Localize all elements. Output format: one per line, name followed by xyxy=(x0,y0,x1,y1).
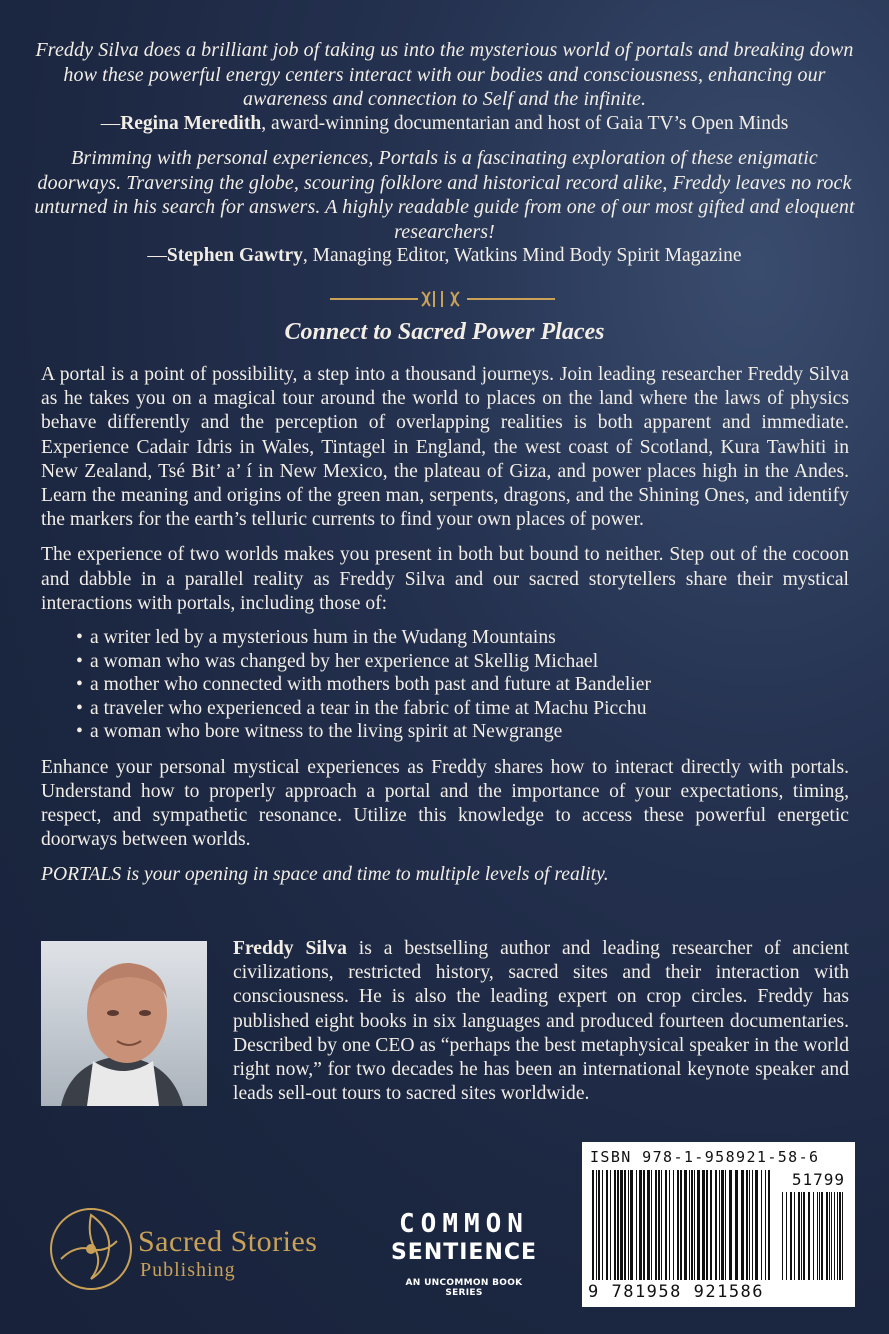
barcode-bar xyxy=(647,1170,650,1280)
barcode-bar xyxy=(749,1170,750,1280)
em-dash: — xyxy=(147,245,167,266)
barcode-bar xyxy=(702,1170,705,1280)
list-item-text: a writer led by a mysterious hum in the Wudang Mountains xyxy=(90,627,556,649)
barcode-bar xyxy=(837,1192,838,1280)
quote-author: Regina Meredith xyxy=(120,112,262,134)
author-bio-text: is a bestselling author and leading researcher of ancient civilizations, restricted history, sacred sites and their interaction with consciousness. He is also the leading expert on crop circles. Freddy has published eight books in six languages and produced fourteen documentaries. Described by one CEO as “perhaps the best metaphysical speaker in the world right now,” for two decades he has been an international keynote speaker and leads sell-out tours to sacred sites worldwide. xyxy=(233,938,849,1105)
barcode-bar xyxy=(643,1170,645,1280)
publisher-name: Sacred Stories xyxy=(138,1225,318,1258)
quote-text: Freddy Silva does a brilliant job of taking us into the mysterious world of portals and breaking down how these powerful energy centers interact with our bodies and consciousness, enhancing our awareness and connection to Self and the infinite. xyxy=(35,39,854,110)
barcode-bar xyxy=(813,1192,814,1280)
description xyxy=(41,363,849,888)
ornament-divider xyxy=(330,287,555,311)
barcode-bar xyxy=(721,1170,724,1280)
list-item-text: a traveler who experienced a tear in the fabric of time at Machu Picchu xyxy=(90,697,647,719)
barcode-bar xyxy=(768,1170,770,1280)
description-paragraph: Enhance your personal mystical experiences as Freddy shares how to interact directly with portals. Understand how to properly approach a portal and the importance of your expectations, timing, respect, and sympathetic resonance. Utilize this knowledge to access these powerful energetic doorways between worlds. xyxy=(41,756,849,851)
author-photo xyxy=(41,941,207,1106)
barcode-bar xyxy=(834,1192,835,1280)
em-dash: — xyxy=(100,112,121,134)
quote-author-role: , award-winning documentarian and host of Gaia TV’s Open Minds xyxy=(261,112,789,134)
barcode-bar xyxy=(691,1170,693,1280)
barcode-bar xyxy=(684,1170,687,1280)
barcode-bar xyxy=(628,1170,629,1280)
isbn-barcode xyxy=(582,1142,855,1307)
barcode-bar xyxy=(680,1170,682,1280)
barcode-bar xyxy=(639,1170,642,1280)
barcode-bar xyxy=(677,1170,679,1280)
quote-author: Stephen Gawtry xyxy=(166,245,303,266)
barcode-bar xyxy=(689,1170,690,1280)
barcode-number: 9 781958 921586 xyxy=(588,1282,765,1302)
barcode-bar xyxy=(821,1192,823,1280)
list-item xyxy=(76,697,849,721)
list-item xyxy=(76,673,849,697)
author-name: Freddy Silva xyxy=(233,938,347,959)
barcode-bar xyxy=(655,1170,657,1280)
barcode-bar xyxy=(658,1170,660,1280)
list-item-text: a woman who was changed by her experience at Skellig Michael xyxy=(90,650,599,672)
barcode-bar xyxy=(817,1192,818,1280)
barcode-bar xyxy=(697,1170,700,1280)
list-item xyxy=(76,720,849,744)
barcode-bar xyxy=(617,1170,619,1280)
barcode-bar xyxy=(735,1170,738,1280)
barcode-bar xyxy=(592,1170,594,1280)
barcode-bar xyxy=(661,1170,662,1280)
series-logo xyxy=(388,1210,540,1298)
bullet-icon: • xyxy=(76,627,83,649)
barcode-bar xyxy=(715,1170,717,1280)
barcode-bar xyxy=(801,1192,802,1280)
publisher-emblem-icon xyxy=(45,1203,137,1295)
barcode-bar xyxy=(765,1170,766,1280)
endorsements xyxy=(30,38,859,269)
barcode-bar xyxy=(606,1170,608,1280)
list-item-text: a mother who connected with mothers both past and future at Bandelier xyxy=(90,674,651,696)
barcode-bar xyxy=(673,1170,674,1280)
price-code: 51799 xyxy=(791,1170,845,1189)
barcode-bar xyxy=(602,1170,603,1280)
barcode-bar xyxy=(803,1192,805,1280)
barcode-bar xyxy=(746,1170,748,1280)
quote-text: Brimming with personal experiences, Portals is a fascinating exploration of these enigmatic doorways. Traversing the globe, scouring folklore and historical record alike, Freddy leaves no rock unturned in his search for answers. A highly readable guide from one of our most gifted and eloquent researchers! xyxy=(34,147,855,243)
quote-author-role: , Managing Editor, Watkins Mind Body Spirit Magazine xyxy=(302,245,742,266)
bullet-icon: • xyxy=(76,697,83,719)
barcode-bar xyxy=(630,1170,633,1280)
publisher-subtitle: Publishing xyxy=(140,1259,236,1281)
barcode-bar xyxy=(782,1192,783,1280)
series-subtitle: AN UNCOMMON BOOK SERIES xyxy=(405,1278,523,1298)
barcode-bar xyxy=(826,1192,828,1280)
section-heading: Connect to Sacred Power Places xyxy=(284,319,605,345)
quote-attribution xyxy=(30,244,859,269)
barcode-bar xyxy=(719,1170,720,1280)
bullet-icon: • xyxy=(76,650,83,672)
author-bio xyxy=(233,937,849,1106)
barcode-bar xyxy=(620,1170,623,1280)
barcode-bar xyxy=(636,1170,637,1280)
barcode-bar xyxy=(786,1192,787,1280)
list-item xyxy=(76,650,849,674)
barcode-bar xyxy=(829,1192,830,1280)
barcode-bar xyxy=(614,1170,616,1280)
story-list xyxy=(76,626,849,744)
description-paragraph: The experience of two worlds makes you present in both but bound to neither. Step out of the cocoon and dabble in a parallel reality as Freddy Silva and our sacred storytellers share their mystical interactions with portals, including those of: xyxy=(41,544,849,614)
tagline: PORTALS is your opening in space and time to multiple levels of reality. xyxy=(41,864,609,886)
barcode-bar xyxy=(729,1170,732,1280)
list-item xyxy=(76,626,849,650)
barcode-bar xyxy=(665,1170,667,1280)
barcode-bar xyxy=(839,1192,841,1280)
barcode-bar xyxy=(761,1170,762,1280)
series-title-line2: SENTIENCE xyxy=(390,1240,538,1265)
barcode-bar xyxy=(694,1170,695,1280)
barcode-bar xyxy=(794,1192,795,1280)
barcode-bar xyxy=(755,1170,758,1280)
barcode-bar xyxy=(669,1170,670,1280)
barcode-bar xyxy=(798,1192,800,1280)
barcode-bar xyxy=(624,1170,626,1280)
barcode-bar xyxy=(706,1170,708,1280)
publisher-logo xyxy=(45,1203,365,1295)
list-item-text: a woman who bore witness to the living spirit at Newgrange xyxy=(90,721,563,743)
quote-attribution xyxy=(30,112,859,137)
barcode-bar xyxy=(842,1192,843,1280)
barcode-bar xyxy=(725,1170,726,1280)
barcode-bar xyxy=(741,1170,744,1280)
bullet-icon: • xyxy=(76,674,83,696)
barcode-bar xyxy=(819,1192,820,1280)
barcode-bar xyxy=(596,1170,597,1280)
barcode-bar xyxy=(651,1170,652,1280)
barcode-bar xyxy=(710,1170,712,1280)
barcode-bar xyxy=(808,1192,810,1280)
barcode-bar xyxy=(610,1170,611,1280)
bullet-icon: • xyxy=(76,721,83,743)
barcode-bar xyxy=(790,1192,792,1280)
barcode-bar xyxy=(598,1170,600,1280)
barcode-bar xyxy=(831,1192,832,1280)
series-title-line1: COMMON xyxy=(399,1209,529,1239)
isbn-number: ISBN 978-1-958921-58-6 xyxy=(590,1148,820,1166)
barcode-bar xyxy=(752,1170,753,1280)
description-paragraph: A portal is a point of possibility, a step into a thousand journeys. Join leading researcher Freddy Silva as he takes you on a magical tour around the world to places on the land where the laws of physics behave differently and the perception of overlapping realities is both apparent and immediate. Experience Cadair Idris in Wales, Tintagel in England, the west coast of Scotland, Kura Tawhiti in New Zealand, Tsé Bit’ a’ í in New Mexico, the plateau of Giza, and power places high in the Andes. Learn the meaning and origins of the green man, serpents, dragons, and the Shining Ones, and identify the markers for the earth’s telluric currents to find your own places of power. xyxy=(41,364,849,531)
